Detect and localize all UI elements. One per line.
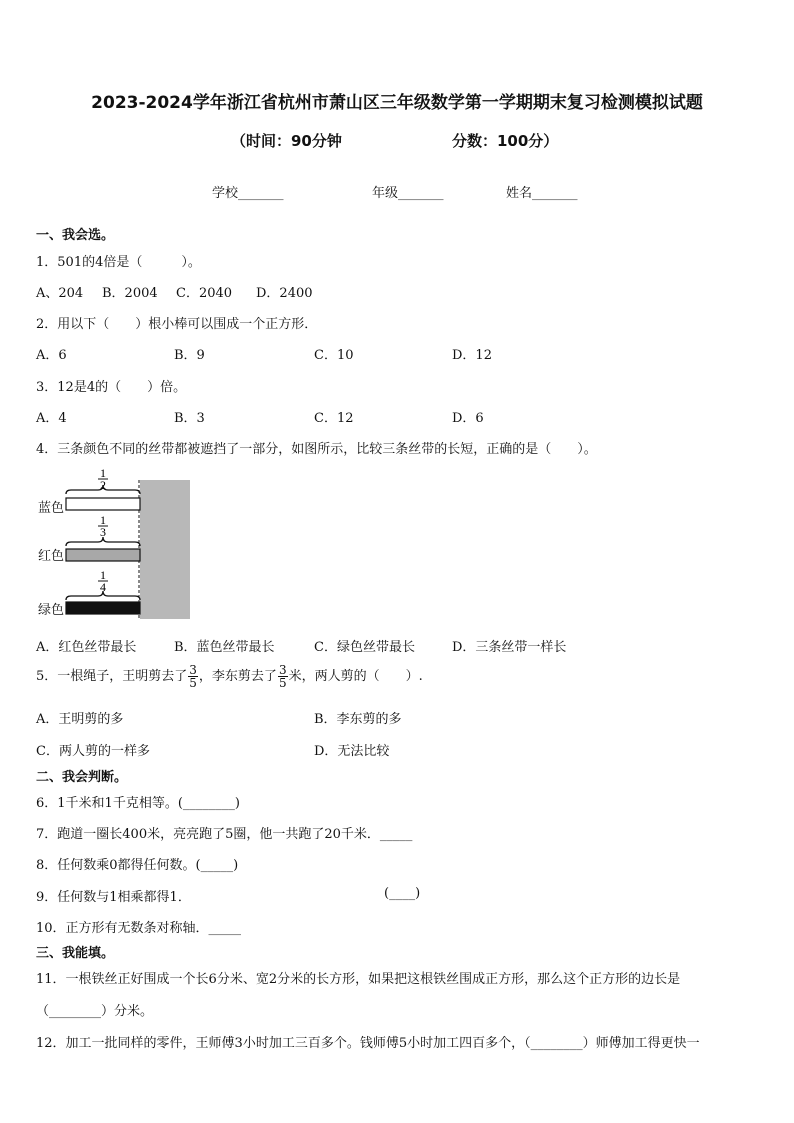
green-ribbon <box>66 602 140 614</box>
section-heading-2: 二、我会判断。 <box>36 770 128 785</box>
q1-option-c[interactable]: C．2040 <box>176 286 233 301</box>
q1-option-d[interactable]: D．2400 <box>256 286 313 301</box>
q2-option-d[interactable]: D．12 <box>452 348 492 363</box>
q5-text-pre: 5．一根绳子，王明剪去了 <box>36 669 188 684</box>
q3-option-b[interactable]: B．3 <box>174 411 205 426</box>
time-limit: （时间：90分钟 <box>231 132 342 150</box>
red-frac-den: 3 <box>100 525 106 539</box>
q4-option-b[interactable]: B．蓝色丝带最长 <box>174 640 275 655</box>
q5-text-post: 米，两人剪的（ ）. <box>288 669 423 684</box>
q3-option-d[interactable]: D．6 <box>452 411 484 426</box>
q5-option-c[interactable]: C．两人剪的一样多 <box>36 744 150 759</box>
q5-option-b[interactable]: B．李东剪的多 <box>314 712 402 727</box>
q9-answer-blank[interactable]: (____) <box>384 886 421 901</box>
q3-option-c[interactable]: C．12 <box>314 411 354 426</box>
question-5 <box>36 664 423 689</box>
green-label: 绿色 <box>38 603 65 618</box>
blue-frac-num: 1 <box>100 468 106 480</box>
section-heading-1: 一、我会选。 <box>36 228 115 243</box>
grade-field[interactable]: 年级_______ <box>372 186 444 201</box>
total-score: 分数：100分） <box>452 132 559 150</box>
q3-option-a[interactable]: A．4 <box>36 411 67 426</box>
question-7: 7．跑道一圈长400米，亮亮跑了5圈，他一共跑了20千米．_____ <box>36 827 413 842</box>
q2-option-b[interactable]: B．9 <box>174 348 205 363</box>
green-frac-den: 4 <box>100 580 106 594</box>
name-field[interactable]: 姓名_______ <box>506 186 578 201</box>
q5-fraction-2: $\frac{3}{5}$ <box>278 663 287 690</box>
question-3: 3．12是4的（ ）倍。 <box>36 380 187 395</box>
question-10: 10．正方形有无数条对称轴．_____ <box>36 921 242 936</box>
blue-label: 蓝色 <box>38 501 65 516</box>
red-label: 红色 <box>38 549 65 564</box>
question-8: 8．任何数乘0都得任何数。(_____) <box>36 858 239 873</box>
page-title: 2023-2024学年浙江省杭州市萧山区三年级数学第一学期期末复习检测模拟试题 <box>91 93 703 113</box>
question-11-line-2: （________）分米。 <box>36 1004 154 1019</box>
question-11-line-1: 11．一根铁丝正好围成一个长6分米、宽2分米的长方形，如果把这根铁丝围成正方形，那么这个正方形的边长是 <box>36 972 681 987</box>
blue-frac-den: 2 <box>100 478 106 492</box>
section-heading-3: 三、我能填。 <box>36 946 115 961</box>
ribbon-figure <box>36 468 196 620</box>
question-12: 12．加工一批同样的零件，王师傅3小时加工三百多个。钱师傅5小时加工四百多个，（________）师傅加工得更快一 <box>36 1036 700 1051</box>
q2-option-a[interactable]: A．6 <box>36 348 67 363</box>
ribbon-diagram <box>36 468 196 620</box>
question-9: 9．任何数与1相乘都得1． <box>36 890 191 905</box>
q1-option-a[interactable]: A、204 <box>36 286 84 301</box>
cover-block <box>140 480 190 619</box>
q4-option-c[interactable]: C．绿色丝带最长 <box>314 640 415 655</box>
question-6: 6．1千米和1千克相等。(________) <box>36 796 240 811</box>
q2-option-c[interactable]: C．10 <box>314 348 354 363</box>
red-ribbon <box>66 549 140 561</box>
q5-text-mid: ，李东剪去了 <box>198 669 277 684</box>
question-2: 2．用以下（ ）根小棒可以围成一个正方形． <box>36 317 318 332</box>
school-field[interactable]: 学校_______ <box>212 186 284 201</box>
q5-option-d[interactable]: D．无法比较 <box>314 744 390 759</box>
q1-option-b[interactable]: B．2004 <box>102 286 158 301</box>
q5-option-a[interactable]: A．王明剪的多 <box>36 712 124 727</box>
blue-ribbon <box>66 498 140 510</box>
question-1: 1．501的4倍是（ ）。 <box>36 255 201 270</box>
question-4: 4．三条颜色不同的丝带都被遮挡了一部分，如图所示，比较三条丝带的长短，正确的是（ ）。 <box>36 442 597 457</box>
green-frac-num: 1 <box>100 568 106 582</box>
q5-fraction-1: $\frac{3}{5}$ <box>189 663 197 690</box>
red-frac-num: 1 <box>100 513 106 527</box>
q4-option-d[interactable]: D．三条丝带一样长 <box>452 640 567 655</box>
q4-option-a[interactable]: A．红色丝带最长 <box>36 640 137 655</box>
